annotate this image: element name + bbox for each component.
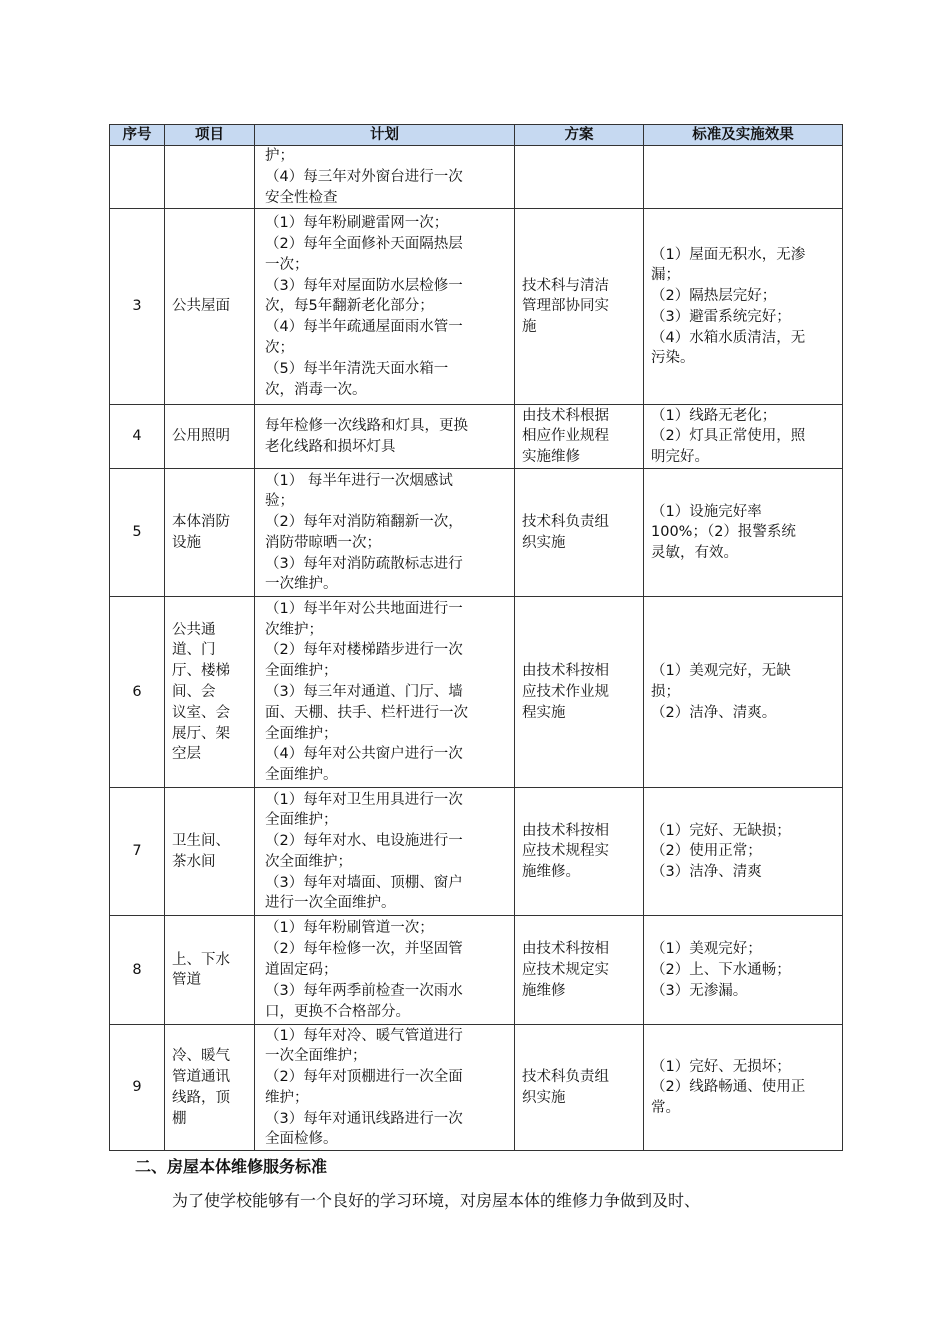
cell-line: 线路，顶 xyxy=(172,1089,230,1106)
cell-line: 常。 xyxy=(651,1100,680,1117)
cell-line: 厅、楼梯 xyxy=(172,663,230,680)
cell-item xyxy=(165,405,255,469)
header-item: 项目 xyxy=(165,125,255,146)
header-standard: 标准及实施效果 xyxy=(644,125,843,146)
cell-standard xyxy=(644,597,843,788)
cell-line: （1）屋面无积水，无渗 xyxy=(651,246,806,263)
cell-line: 安全性检查 xyxy=(265,189,338,206)
cell-standard xyxy=(644,916,843,1025)
cell-line: 口，更换不合格部分。 xyxy=(265,1003,410,1020)
cell-line: （1）完好、无损坏； xyxy=(651,1058,791,1075)
body-paragraph: 为了使学校能够有一个良好的学习环境，对房屋本体的维修力争做到及时、 xyxy=(172,1191,701,1210)
cell-no: 3 xyxy=(110,209,165,405)
cell-line: （3）每三年对通道、门厅、墙 xyxy=(265,683,463,700)
cell-line: 每年检修一次线路和灯具，更换 xyxy=(265,418,468,435)
cell-line: （4）每三年对外窗台进行一次 xyxy=(265,168,463,185)
cell-line: （2）每年对顶棚进行一次全面 xyxy=(265,1069,463,1086)
table-row xyxy=(110,597,843,788)
header-plan: 计划 xyxy=(255,125,515,146)
cell-line: 道、门 xyxy=(172,642,216,659)
cell-line: （3）洁净、清爽 xyxy=(651,864,762,881)
cell-line: （2）使用正常； xyxy=(651,843,762,860)
table-row xyxy=(110,788,843,916)
cell-standard xyxy=(644,788,843,916)
cell-line: 茶水间 xyxy=(172,853,216,870)
cell-line: 公共通 xyxy=(172,621,216,638)
cell-standard xyxy=(644,405,843,469)
cell-line: （2）隔热层完好； xyxy=(651,288,777,305)
cell-plan xyxy=(255,469,515,597)
cell-line: 全面维护。 xyxy=(265,767,338,784)
cell-no: 9 xyxy=(110,1025,165,1151)
cell-line: （2）线路畅通、使用正 xyxy=(651,1079,806,1096)
cell-scheme xyxy=(515,469,644,597)
cell-scheme xyxy=(515,597,644,788)
header-no: 序号 xyxy=(110,125,165,146)
cell-line: 施维修。 xyxy=(522,864,580,881)
cell-line: 应技术作业规 xyxy=(522,683,609,700)
cell-line: （1）每半年对公共地面进行一 xyxy=(265,600,463,617)
table-header-row xyxy=(110,125,843,146)
cell-standard xyxy=(644,146,843,209)
cell-no: 5 xyxy=(110,469,165,597)
cell-line: （1）每年对卫生用具进行一次 xyxy=(265,791,463,808)
cell-scheme xyxy=(515,788,644,916)
cell-line: 公共屋面 xyxy=(172,298,230,315)
cell-line: 棚 xyxy=(172,1110,187,1127)
cell-line: 一次； xyxy=(265,256,309,273)
cell-scheme xyxy=(515,405,644,469)
cell-plan xyxy=(255,209,515,405)
cell-line: 全面维护； xyxy=(265,812,338,829)
cell-line: 100%；（2）报警系统 xyxy=(651,524,796,541)
cell-line: 验； xyxy=(265,493,294,510)
cell-line: （4）每年对公共窗户进行一次 xyxy=(265,746,463,763)
cell-line: 损； xyxy=(651,683,680,700)
cell-line: （1）美观完好，无缺 xyxy=(651,663,791,680)
cell-line: （1）每年粉刷避雷网一次； xyxy=(265,215,449,232)
table-row xyxy=(110,916,843,1025)
cell-line: （2）每年检修一次，并坚固管 xyxy=(265,941,463,958)
cell-plan xyxy=(255,916,515,1025)
cell-line: （3）每年对屋面防水层检修一 xyxy=(265,277,463,294)
cell-line: 由技术科按相 xyxy=(522,663,609,680)
cell-standard xyxy=(644,209,843,405)
cell-line: 施 xyxy=(522,319,537,336)
cell-line: 由技术科根据 xyxy=(522,407,609,424)
cell-line: 技术科负责组 xyxy=(522,514,609,531)
cell-line: （1）美观完好； xyxy=(651,941,762,958)
cell-scheme xyxy=(515,916,644,1025)
cell-line: 道固定码； xyxy=(265,961,338,978)
cell-line: （2）每年对楼梯踏步进行一次 xyxy=(265,642,463,659)
cell-line: （2）上、下水通畅； xyxy=(651,961,791,978)
cell-line: 公用照明 xyxy=(172,428,230,445)
cell-line: （3）无渗漏。 xyxy=(651,982,748,999)
cell-standard xyxy=(644,469,843,597)
cell-line: 织实施 xyxy=(522,1089,566,1106)
cell-line: 次，消毒一次。 xyxy=(265,381,367,398)
cell-line: 空层 xyxy=(172,746,201,763)
cell-line: （5）每半年清洗天面水箱一 xyxy=(265,360,449,377)
maintenance-plan-table xyxy=(109,124,843,1151)
cell-line: 次，每5年翻新老化部分； xyxy=(265,298,434,315)
cell-line: 议室、会 xyxy=(172,704,230,721)
cell-line: 维护； xyxy=(265,1089,309,1106)
cell-line: 间、会 xyxy=(172,683,216,700)
cell-line: 消防带晾晒一次； xyxy=(265,534,381,551)
cell-item xyxy=(165,597,255,788)
cell-plan xyxy=(255,597,515,788)
cell-line: （1）每年对冷、暖气管道进行 xyxy=(265,1027,463,1044)
cell-line: 技术科负责组 xyxy=(522,1069,609,1086)
cell-line: 应技术规程实 xyxy=(522,843,609,860)
cell-line: 由技术科按相 xyxy=(522,822,609,839)
cell-line: 次维护； xyxy=(265,621,323,638)
cell-line: 管理部协同实 xyxy=(522,298,609,315)
cell-line: 由技术科按相 xyxy=(522,941,609,958)
cell-line: （3）避雷系统完好； xyxy=(651,308,791,325)
cell-line: 施维修 xyxy=(522,982,566,999)
cell-item xyxy=(165,146,255,209)
cell-line: （3）每年对消防疏散标志进行 xyxy=(265,555,463,572)
cell-line: （2）灯具正常使用，照 xyxy=(651,428,806,445)
cell-line: 老化线路和损坏灯具 xyxy=(265,438,396,455)
cell-line: 一次全面维护； xyxy=(265,1048,367,1065)
cell-line: 应技术规定实 xyxy=(522,961,609,978)
cell-line: 全面检修。 xyxy=(265,1131,338,1148)
cell-line: （1）每年粉刷管道一次； xyxy=(265,920,434,937)
cell-item xyxy=(165,1025,255,1151)
cell-no: 6 xyxy=(110,597,165,788)
cell-line: 护； xyxy=(265,148,294,164)
cell-item xyxy=(165,916,255,1025)
cell-line: 卫生间、 xyxy=(172,833,230,850)
table-row xyxy=(110,146,843,209)
cell-line: （2）每年对水、电设施进行一 xyxy=(265,833,463,850)
cell-line: （4）水箱水质清洁，无 xyxy=(651,329,806,346)
cell-line: 展厅、架 xyxy=(172,725,230,742)
cell-line: 漏； xyxy=(651,267,680,284)
cell-line: 灵敏，有效。 xyxy=(651,545,738,562)
cell-line: （3）每年对通讯线路进行一次 xyxy=(265,1110,463,1127)
cell-scheme xyxy=(515,1025,644,1151)
cell-line: （3）每年两季前检查一次雨水 xyxy=(265,982,463,999)
cell-line: （1）线路无老化； xyxy=(651,407,777,424)
cell-line: （1）设施完好率 xyxy=(651,503,762,520)
section-heading: 二、房屋本体维修服务标准 xyxy=(135,1157,328,1176)
cell-line: 设施 xyxy=(172,534,201,551)
cell-plan xyxy=(255,1025,515,1151)
cell-plan xyxy=(255,788,515,916)
cell-no xyxy=(110,146,165,209)
cell-line: （2）每年对消防箱翻新一次， xyxy=(265,514,463,531)
cell-standard xyxy=(644,1025,843,1151)
cell-line: 全面维护； xyxy=(265,663,338,680)
cell-line: （2）每年全面修补天面隔热层 xyxy=(265,236,463,253)
cell-scheme xyxy=(515,209,644,405)
cell-no: 7 xyxy=(110,788,165,916)
table-row xyxy=(110,1025,843,1151)
cell-item xyxy=(165,788,255,916)
cell-line: 明完好。 xyxy=(651,449,709,466)
cell-line: （1）完好、无缺损； xyxy=(651,822,791,839)
cell-line: 次； xyxy=(265,340,294,357)
cell-line: 织实施 xyxy=(522,534,566,551)
cell-line: 面、天棚、扶手、栏杆进行一次 xyxy=(265,704,468,721)
cell-line: 上、下水 xyxy=(172,951,230,968)
cell-line: 全面维护； xyxy=(265,725,338,742)
table-row xyxy=(110,405,843,469)
header-scheme: 方案 xyxy=(515,125,644,146)
cell-line: （3）每年对墙面、顶棚、窗户 xyxy=(265,874,463,891)
table-row xyxy=(110,209,843,405)
cell-scheme xyxy=(515,146,644,209)
cell-line: 程实施 xyxy=(522,704,566,721)
cell-line: （1） 每半年进行一次烟感试 xyxy=(265,472,453,489)
cell-line: 本体消防 xyxy=(172,514,230,531)
cell-line: 实施维修 xyxy=(522,449,580,466)
cell-line: 一次维护。 xyxy=(265,576,338,593)
cell-line: 管道 xyxy=(172,972,201,989)
table-row xyxy=(110,469,843,597)
cell-no: 4 xyxy=(110,405,165,469)
cell-line: 管道通讯 xyxy=(172,1069,230,1086)
cell-line: 次全面维护； xyxy=(265,853,352,870)
cell-plan xyxy=(255,405,515,469)
cell-line: 相应作业规程 xyxy=(522,428,609,445)
cell-line: （4）每半年疏通屋面雨水管一 xyxy=(265,319,463,336)
cell-line: 污染。 xyxy=(651,350,695,367)
cell-item xyxy=(165,469,255,597)
cell-line: （2）洁净、清爽。 xyxy=(651,704,777,721)
cell-line: 冷、暖气 xyxy=(172,1048,230,1065)
cell-item xyxy=(165,209,255,405)
cell-line: 技术科与清洁 xyxy=(522,277,609,294)
cell-line: 进行一次全面维护。 xyxy=(265,895,396,912)
cell-no: 8 xyxy=(110,916,165,1025)
cell-plan xyxy=(255,146,515,209)
